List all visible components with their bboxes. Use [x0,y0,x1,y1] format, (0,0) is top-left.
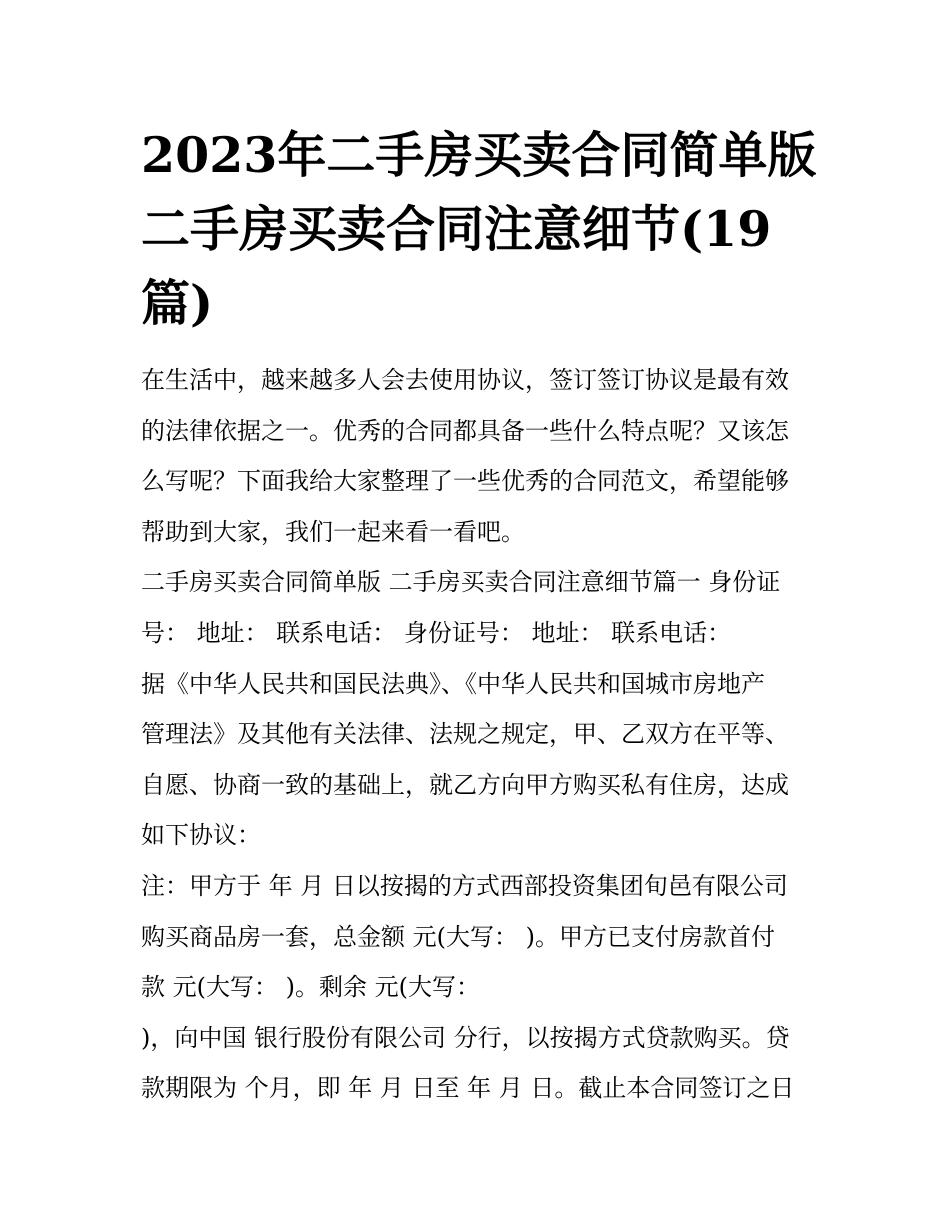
body-line: )，向中国 银行股份有限公司 分行，以按揭方式贷款购买。贷 [141,1023,790,1052]
body-line: 帮助到大家，我们一起来看一看吧。 [141,517,525,546]
body-line: 二手房买卖合同简单版 二手房买卖合同注意细节篇一 身份证 [141,568,781,597]
title-line-1: 2023年二手房买卖合同简单版 [141,126,817,184]
body-line: 如下协议： [141,821,261,850]
title-line-2: 二手房买卖合同注意细节(19 [141,200,772,258]
document-title [141,118,821,340]
body-line: 注：甲方于 年 月 日以按揭的方式西部投资集团旬邑有限公司 [141,871,788,900]
body-line: 的法律依据之一。优秀的合同都具备一些什么特点呢？又该怎 [141,416,789,445]
body-line: 管理法》及其他有关法律、法规之规定，甲、乙双方在平等、 [141,720,789,749]
body-line: 在生活中，越来越多人会去使用协议，签订签订协议是最有效 [141,366,789,394]
body-line: 自愿、协商一致的基础上，就乙方向甲方购买私有住房，达成 [141,770,789,799]
body-line: 购买商品房一套，总金额 元(大写： )。甲方已支付房款首付 [141,922,775,951]
title-line-3: 篇) [141,274,214,332]
body-line: 款期限为 个月，即 年 月 日至 年 月 日。截止本合同签订之日 [141,1074,795,1103]
body-line: 号： 地址： 联系电话： 身份证号： 地址： 联系电话： [141,618,732,647]
body-line: 款 元(大写： )。剩余 元(大写： [141,973,480,1002]
body-line: 据《中华人民共和国民法典》、《中华人民共和国城市房地产 [141,669,765,698]
body-line: 么写呢？下面我给大家整理了一些优秀的合同范文，希望能够 [141,467,789,496]
document-body [141,355,816,1114]
